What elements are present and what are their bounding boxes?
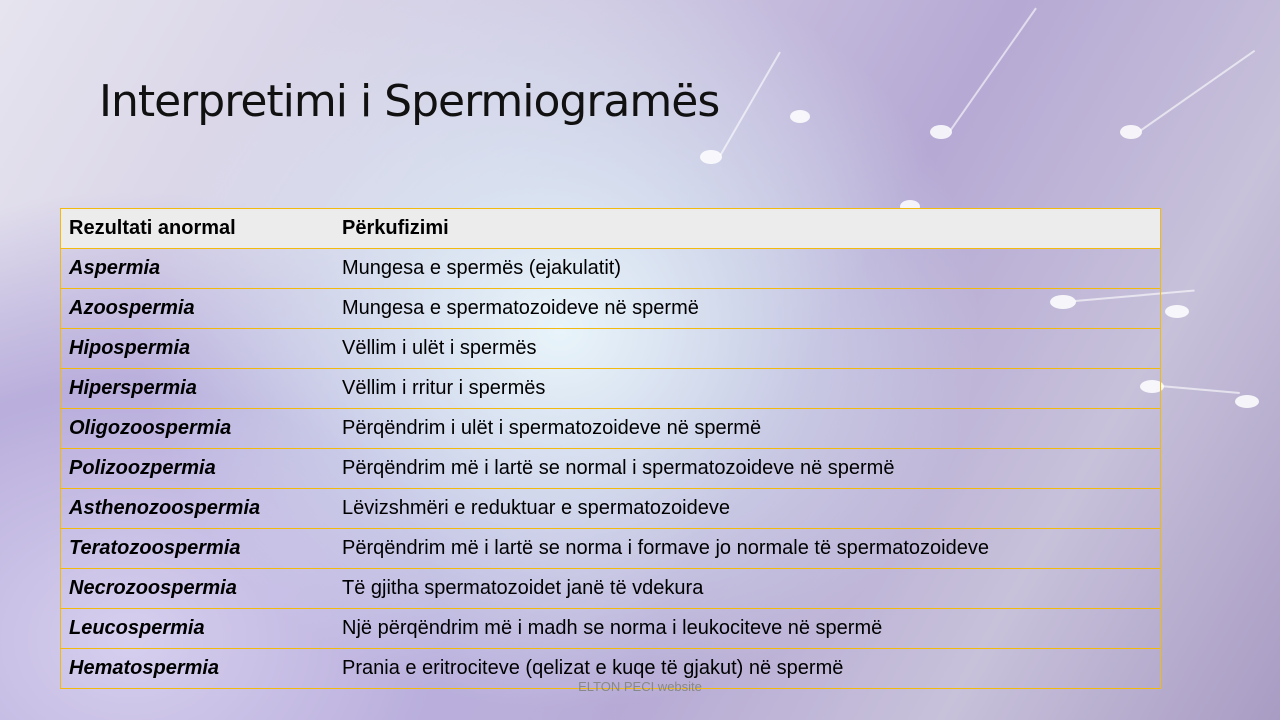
table-row [61,449,1161,489]
term-cell: Hipospermia [61,329,335,369]
table-row [61,369,1161,409]
definition-cell: Përqëndrim i ulët i spermatozoideve në spermë [334,409,1161,449]
table-row [61,569,1161,609]
definition-cell: Një përqëndrim më i madh se norma i leukociteve në spermë [334,609,1161,649]
definition-cell: Prania e eritrociteve (qelizat e kuqe të gjakut) në spermë [334,649,1161,689]
column-header-definition: Përkufizimi [334,209,1161,249]
table-row [61,289,1161,329]
term-cell: Azoospermia [61,289,335,329]
definition-cell: Përqëndrim më i lartë se norma i formave jo normale të spermatozoideve [334,529,1161,569]
table-row [61,329,1161,369]
term-cell: Necrozoospermia [61,569,335,609]
slide-title: Interpretimi i Spermiogramës [99,76,720,127]
definition-cell: Mungesa e spermës (ejakulatit) [334,249,1161,289]
term-cell: Asthenozoospermia [61,489,335,529]
table-header-row [61,209,1161,249]
table-row [61,529,1161,569]
term-cell: Hiperspermia [61,369,335,409]
term-cell: Oligozoospermia [61,409,335,449]
term-cell: Polizoozpermia [61,449,335,489]
table-row [61,489,1161,529]
definition-cell: Vëllim i ulët i spermës [334,329,1161,369]
footer-watermark: ELTON PECI website [578,679,702,694]
definition-cell: Përqëndrim më i lartë se normal i spermatozoideve në spermë [334,449,1161,489]
column-header-result: Rezultati anormal [61,209,335,249]
definition-cell: Mungesa e spermatozoideve në spermë [334,289,1161,329]
definition-cell: Vëllim i rritur i spermës [334,369,1161,409]
term-cell: Teratozoospermia [61,529,335,569]
term-cell: Aspermia [61,249,335,289]
definition-cell: Të gjitha spermatozoidet janë të vdekura [334,569,1161,609]
interpretation-table [60,208,1161,689]
definition-cell: Lëvizshmëri e reduktuar e spermatozoideve [334,489,1161,529]
term-cell: Hematospermia [61,649,335,689]
table-row [61,409,1161,449]
term-cell: Leucospermia [61,609,335,649]
table-row [61,609,1161,649]
table-row [61,249,1161,289]
